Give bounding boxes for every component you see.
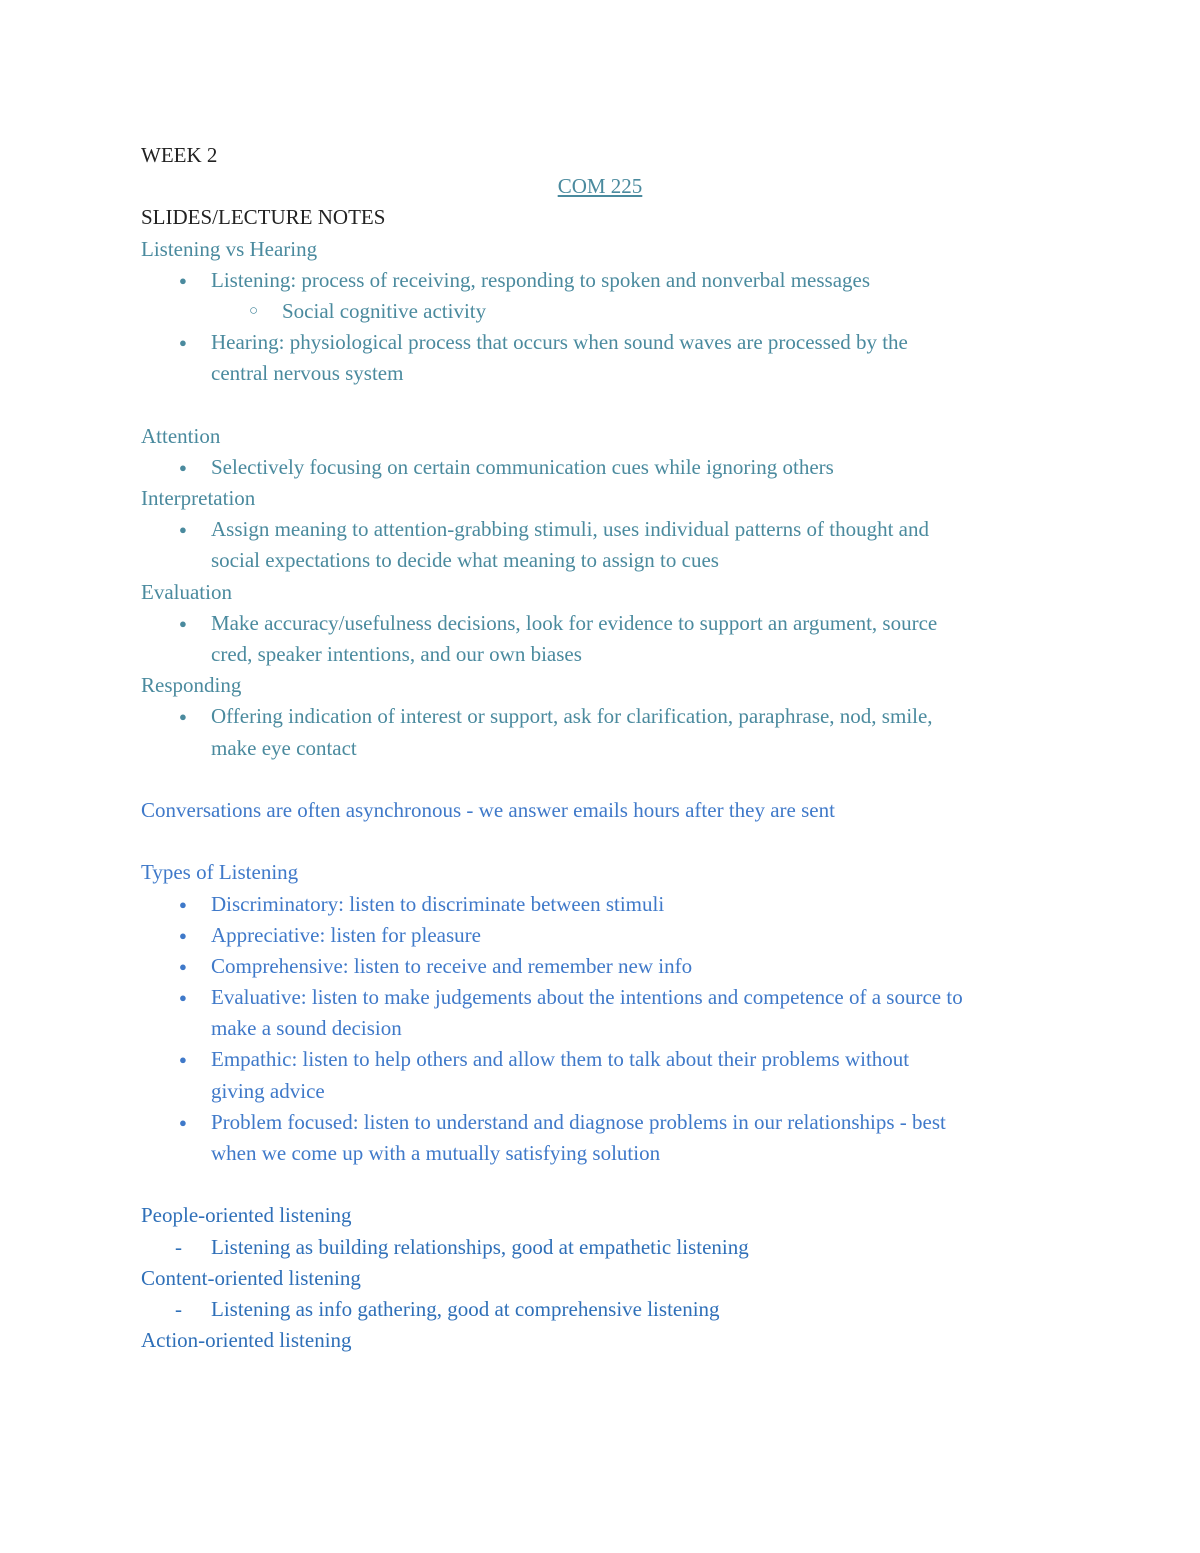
list-item: ● Empathic: listen to help others and allow them to talk about their problems without xyxy=(141,1044,1061,1075)
section-title: Responding xyxy=(141,673,242,698)
filled-circle-icon: ● xyxy=(179,927,187,943)
list-item: - Listening as building relationships, good at empathetic listening xyxy=(141,1232,1061,1263)
list-item: ● Discriminatory: listen to discriminate between stimuli xyxy=(141,889,1061,920)
section-listening-stages xyxy=(141,421,1061,764)
list-item: ● Offering indication of interest or support, ask for clarification, paraphrase, nod, smile, xyxy=(141,701,1061,732)
spacer xyxy=(141,1169,1061,1200)
section-title: Types of Listening xyxy=(141,860,299,885)
filled-circle-icon: ● xyxy=(179,1052,187,1068)
async-note: Conversations are often asynchronous - we answer emails hours after they are sent xyxy=(141,797,835,822)
list-item-continuation: make eye contact xyxy=(211,735,357,760)
open-circle-icon: ○ xyxy=(249,302,259,319)
section-title: Content-oriented listening xyxy=(141,1265,361,1290)
section-title: Attention xyxy=(141,423,221,448)
list-item-continuation: when we come up with a mutually satisfying solution xyxy=(211,1141,661,1165)
list-item: ● Listening: process of receiving, responding to spoken and nonverbal messages xyxy=(141,265,1061,296)
dash-icon: - xyxy=(175,1296,182,1321)
section-listening-styles xyxy=(141,1200,1061,1356)
list-item: ● Make accuracy/usefulness decisions, look for evidence to support an argument, source xyxy=(141,608,1061,639)
document-body xyxy=(141,140,1061,1356)
list-item: ● Hearing: physiological process that occurs when sound waves are processed by the xyxy=(141,327,1061,358)
filled-circle-icon: ● xyxy=(179,459,187,475)
course-title-text: COM 225 xyxy=(557,174,643,199)
filled-circle-icon: ● xyxy=(179,958,187,974)
section-title: People-oriented listening xyxy=(141,1203,352,1228)
filled-circle-icon: ● xyxy=(179,1114,187,1130)
section-title: Evaluation xyxy=(141,579,232,604)
dash-icon: - xyxy=(175,1234,182,1259)
filled-circle-icon: ● xyxy=(179,709,187,725)
section-title: Listening vs Hearing xyxy=(141,236,318,261)
notes-heading: SLIDES/LECTURE NOTES xyxy=(141,205,386,230)
list-item: ● Comprehensive: listen to receive and remember new info xyxy=(141,951,1061,982)
list-item: ● Evaluative: listen to make judgements about the intentions and competence of a source to xyxy=(141,982,1061,1013)
list-item-continuation: social expectations to decide what meaning to assign to cues xyxy=(211,548,719,573)
list-item: - Listening as info gathering, good at comprehensive listening xyxy=(141,1294,1061,1325)
filled-circle-icon: ● xyxy=(179,272,187,288)
filled-circle-icon: ● xyxy=(179,615,187,631)
filled-circle-icon: ● xyxy=(179,335,187,351)
list-item-continuation: cred, speaker intentions, and our own biases xyxy=(211,642,582,666)
list-item-continuation: central nervous system xyxy=(211,361,404,386)
list-item: ● Problem focused: listen to understand and diagnose problems in our relationships - best xyxy=(141,1107,1061,1138)
list-item: ● Selectively focusing on certain communication cues while ignoring others xyxy=(141,452,1061,483)
section-title: Action-oriented listening xyxy=(141,1328,352,1353)
filled-circle-icon: ● xyxy=(179,522,187,538)
section-title: Interpretation xyxy=(141,486,256,511)
filled-circle-icon: ● xyxy=(179,896,187,912)
list-item: ● Appreciative: listen for pleasure xyxy=(141,920,1061,951)
spacer xyxy=(141,764,1061,795)
course-title xyxy=(141,171,1059,202)
spacer xyxy=(141,826,1061,857)
filled-circle-icon: ● xyxy=(179,990,187,1006)
week-label: WEEK 2 xyxy=(141,143,218,167)
list-item-continuation: giving advice xyxy=(211,1078,325,1103)
list-item-continuation: make a sound decision xyxy=(211,1016,402,1041)
spacer xyxy=(141,390,1061,421)
list-item: ● Assign meaning to attention-grabbing stimuli, uses individual patterns of thought and xyxy=(141,514,1061,545)
section-types-of-listening xyxy=(141,857,1061,1169)
sub-list-item: ○ Social cognitive activity xyxy=(141,296,1061,327)
section-listening-vs-hearing xyxy=(141,234,1061,390)
